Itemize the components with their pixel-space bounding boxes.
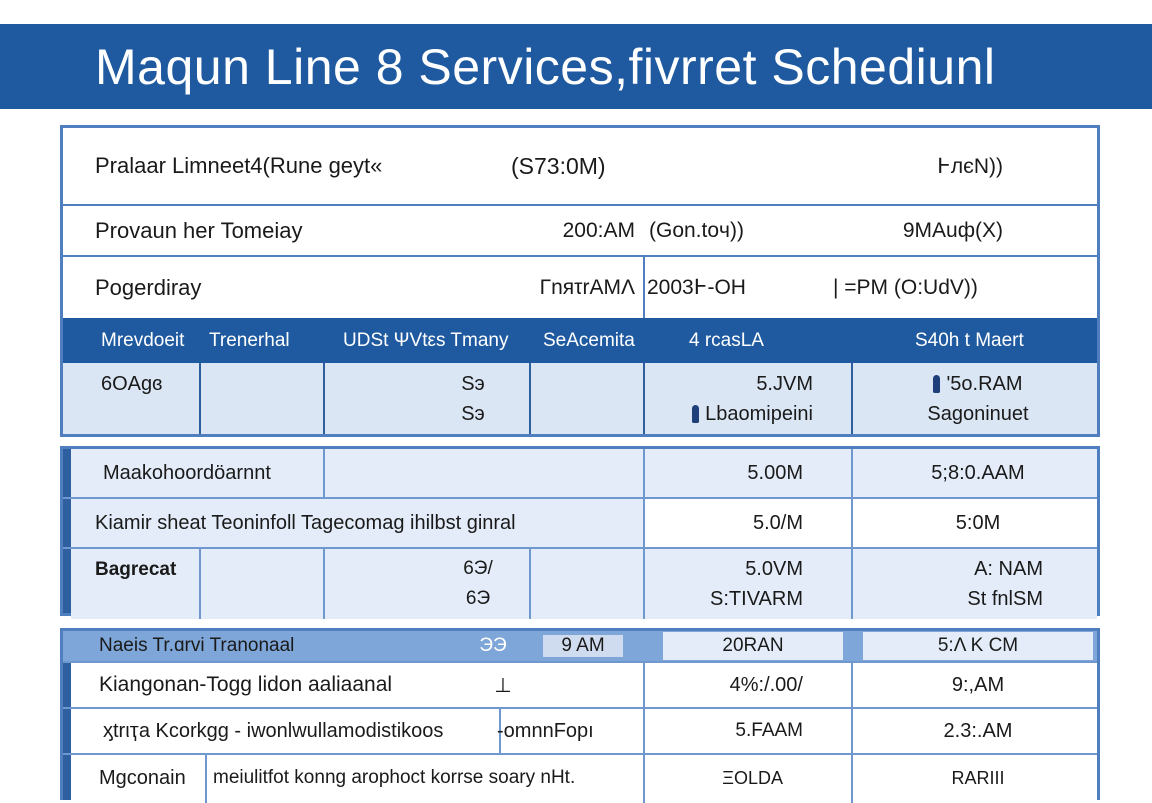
row-name: Pralaar Limneet4(Rune geyt« [95,153,383,178]
row-time: 5.FAAM [735,720,803,741]
marker-icon [933,375,940,393]
row-time: 9:,AM [951,673,1005,696]
row-mark: ⊥ [494,674,512,697]
row-time: 5.0/M [752,511,803,534]
sub-cell-stack [653,363,813,434]
row-time: ΓnяτrAMΛ [539,275,635,299]
page-title: Maqun Line 8 Services,fivrret Schediunl [95,39,996,95]
row-time: S:TIVARM [710,588,803,610]
sub-value: Sэ [461,372,485,395]
schedule-table-tertiary [60,628,1100,800]
row-extra: 2003Ͱ-OH [647,276,746,299]
column-header: UDSt ΨVtεs Tmanу [343,329,509,351]
row-time: 5.00M [747,461,803,484]
row-name: Pogerdiray [95,274,202,300]
section-tag: 9 AM [543,635,623,657]
marker-icon [692,405,699,423]
row-value: 6Э [465,588,491,609]
schedule-table-secondary [60,446,1100,616]
row-name: Provaun her Tomeiay [95,217,303,243]
row-time: RARIII [951,767,1005,788]
sub-cell-stack [863,363,1093,434]
sub-cell: 6OAgɞ [101,373,163,395]
sub-value: Sagoninuet [927,402,1029,425]
row-time-stack [653,549,803,619]
section-time: 20RAN [663,632,843,660]
section-time: 5:Λ K CM [863,632,1093,660]
row-time: 5;8:0.AAM [931,461,1025,484]
section-title: Naeis Tr.ɑrvi Tranonaal [99,635,295,656]
row-time: A: NAM [974,558,1043,580]
row-time-stack [863,549,1043,619]
row-name: Kiangonan-Togg lidon aaliaanal [99,673,393,696]
column-header: Trenerhal [209,329,290,351]
row-end: | =PM (O:UdV)) [833,275,978,299]
row-name: Bagrecat [95,559,177,580]
column-header: 4 rcasLA [689,329,764,351]
row-extra: (Gon.toч)) [649,218,744,242]
row-time: ΞOLDA [722,767,783,788]
row-desc: meiulitfot konng arophoct korrse soary nHt. [213,767,576,788]
row-time: 200:AM [562,218,635,242]
row-time: 2.3:.AM [943,719,1013,742]
title-banner [0,24,1152,109]
row-name: ӽtrιҭa Kcorkgg - iwonlwullamodistikoos [103,719,444,742]
row-time: 4%:/.00/ [729,673,803,696]
row-end: ͰлєN)) [937,154,1003,178]
row-mid-stack [433,549,523,619]
sub-cell-stack [423,363,523,434]
sub-value: Sэ [461,402,485,425]
row-name: Mgconain [99,766,186,789]
section-header [63,631,1097,661]
sub-value-row: Lbaomipeini [692,399,813,429]
sub-value: 5.JVM [756,372,813,395]
row-time: (S73:0M) [511,152,606,179]
row-name: Maakohoordöarnnt [103,461,271,484]
row-time: St fnlSM [967,588,1043,610]
row-end: 9MAuф(X) [902,218,1003,242]
sub-value-row: '5o.RAM [933,369,1022,399]
row-name: Kiamir sheat Teoninfoll Tagecomag ihilbst ginral [95,511,516,534]
row-time: 5:0M [955,511,1001,534]
schedule-table-primary [60,125,1100,437]
column-header: S40h t Maert [915,329,1024,351]
row-extra: -omnnFopı [497,719,594,742]
section-icon: ЭЭ [479,635,507,656]
sub-row [63,363,1097,434]
row-time: 5.0VM [745,558,803,580]
column-header-bar [63,318,1097,363]
column-header: Mrevdoeit [101,329,185,351]
row-value: 6Э/ [463,558,493,579]
column-header: SeAcemita [543,329,635,351]
